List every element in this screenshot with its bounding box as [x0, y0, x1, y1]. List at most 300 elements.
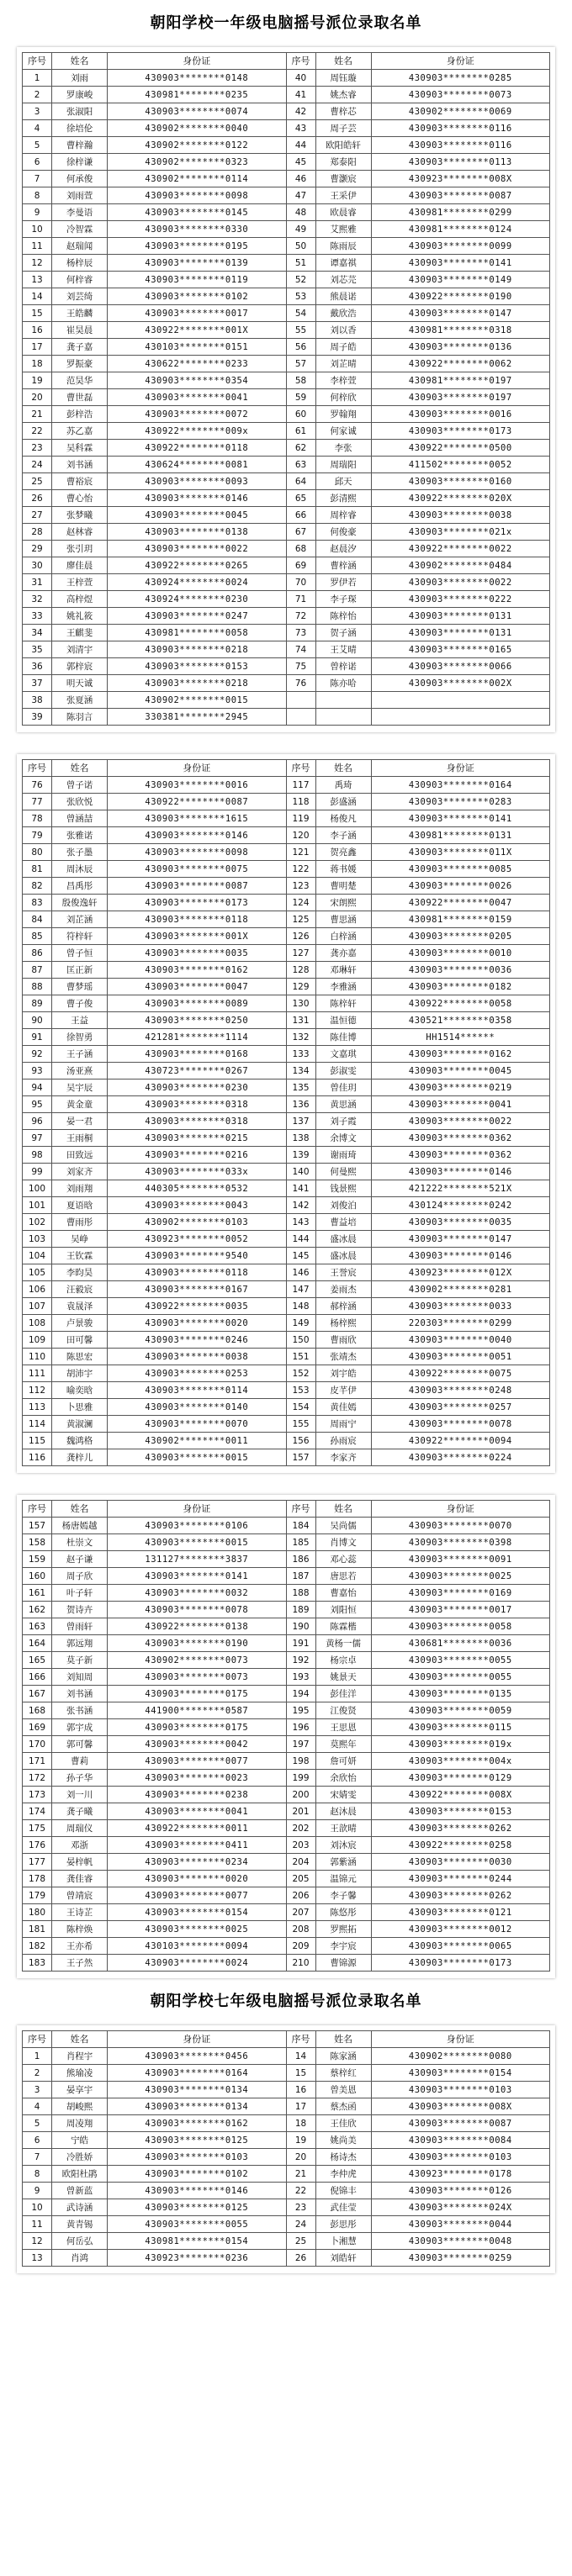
cell-id: 430903********0139 — [108, 255, 286, 272]
cell-no: 174 — [23, 1803, 52, 1820]
table-row — [23, 1029, 550, 1046]
cell-name: 刘芷涵 — [52, 911, 108, 928]
cell-no: 8 — [23, 187, 52, 204]
cell-no: 172 — [23, 1770, 52, 1787]
cell-no: 55 — [286, 322, 315, 339]
table-row — [23, 962, 550, 979]
cell-id: 430903********0041 — [108, 389, 286, 406]
cell-name: 刘雨萱 — [52, 187, 108, 204]
cell-name: 温锦元 — [315, 1871, 371, 1887]
table-row — [23, 2065, 550, 2082]
table-row — [23, 1854, 550, 1871]
cell-id: 430922********0118 — [108, 440, 286, 457]
cell-no: 135 — [286, 1079, 315, 1096]
cell-id: 430903********001X — [108, 928, 286, 945]
table-row — [23, 1349, 550, 1365]
table-row — [23, 1669, 550, 1686]
cell-name: 肖博文 — [315, 1534, 371, 1551]
cell-id: 430903********0118 — [108, 911, 286, 928]
cell-no: 137 — [286, 1113, 315, 1130]
cell-no: 67 — [286, 524, 315, 541]
cell-name: 吴尚儒 — [315, 1518, 371, 1534]
cell-name: 何岳弘 — [52, 2233, 108, 2250]
cell-name: 周瑞仪 — [52, 1820, 108, 1837]
cell-id: 430622********0233 — [108, 356, 286, 372]
table-row — [23, 1197, 550, 1214]
col-header-id: 身份证 — [108, 760, 286, 777]
cell-no: 94 — [23, 1079, 52, 1096]
cell-name: 邓浙 — [52, 1837, 108, 1854]
cell-id: 430903********0162 — [108, 2115, 286, 2132]
cell-id: 430903********0164 — [108, 2065, 286, 2082]
cell-name: 郝梓涵 — [315, 1298, 371, 1315]
cell-no: 78 — [23, 810, 52, 827]
grade7-card — [17, 2025, 555, 2273]
table-row — [23, 641, 550, 658]
cell-id: 430903********0016 — [108, 777, 286, 794]
cell-name: 昌禹彤 — [52, 878, 108, 895]
cell-no: 166 — [23, 1669, 52, 1686]
cell-id: 430903********0093 — [108, 473, 286, 490]
cell-id: 430903********0164 — [371, 777, 549, 794]
col-header-name: 姓名 — [315, 2031, 371, 2048]
cell-id: 430903********0077 — [108, 1753, 286, 1770]
cell-id: 430903********0025 — [108, 1921, 286, 1938]
table-row — [23, 1602, 550, 1618]
cell-id: 430902********0011 — [108, 1433, 286, 1449]
cell-no: 25 — [286, 2233, 315, 2250]
cell-id: 430923********0178 — [371, 2166, 549, 2183]
cell-name: 李曼语 — [52, 204, 108, 221]
cell-no: 42 — [286, 103, 315, 120]
cell-no: 1 — [23, 70, 52, 87]
cell-no: 88 — [23, 979, 52, 995]
cell-name: 李子琛 — [315, 591, 371, 608]
cell-id: 430903********0146 — [108, 2183, 286, 2199]
cell-id: 430903********0285 — [371, 70, 549, 87]
table-row — [23, 1449, 550, 1466]
cell-no: 26 — [286, 2250, 315, 2267]
cell-name: 胡沛宇 — [52, 1365, 108, 1382]
cell-name: 卜湘慧 — [315, 2233, 371, 2250]
cell-id: 430903********0195 — [108, 238, 286, 255]
cell-id: 430903********0035 — [371, 1214, 549, 1231]
table-row — [23, 440, 550, 457]
cell-no: 59 — [286, 389, 315, 406]
cell-no: 150 — [286, 1332, 315, 1349]
cell-id: 430903********0091 — [371, 1551, 549, 1568]
cell-no: 31 — [23, 574, 52, 591]
table-row — [23, 928, 550, 945]
cell-id: 430903********0074 — [108, 103, 286, 120]
cell-no: 91 — [23, 1029, 52, 1046]
cell-name: 何家诚 — [315, 423, 371, 440]
cell-name: 戴欣浩 — [315, 305, 371, 322]
cell-id: 430624********0081 — [108, 457, 286, 473]
cell-name: 胡峻熙 — [52, 2098, 108, 2115]
cell-id: 430922********0190 — [371, 288, 549, 305]
cell-no: 196 — [286, 1719, 315, 1736]
cell-id: 430903********0045 — [371, 1063, 549, 1079]
cell-name: 明天诚 — [52, 675, 108, 692]
cell-no: 36 — [23, 658, 52, 675]
cell-name: 欧晨睿 — [315, 204, 371, 221]
table-row — [23, 1938, 550, 1955]
cell-id: 430903********0205 — [371, 928, 549, 945]
cell-name: 曹梓芯 — [315, 103, 371, 120]
cell-name: 孙子华 — [52, 1770, 108, 1787]
cell-id: 430903********0173 — [371, 423, 549, 440]
cell-no: 98 — [23, 1147, 52, 1164]
table-row — [23, 557, 550, 574]
table-row — [23, 1820, 550, 1837]
cell-no: 5 — [23, 2115, 52, 2132]
cell-name: 姜雨杰 — [315, 1281, 371, 1298]
cell-id: 430903********0103 — [108, 2149, 286, 2166]
cell-name: 曹思涵 — [315, 911, 371, 928]
cell-no: 147 — [286, 1281, 315, 1298]
cell-id: 430903********0118 — [108, 1264, 286, 1281]
cell-id: 430903********0041 — [371, 1096, 549, 1113]
cell-name: 喻奕晗 — [52, 1382, 108, 1399]
table-row — [23, 1147, 550, 1164]
table-row — [23, 238, 550, 255]
cell-id: 430903********0250 — [108, 1012, 286, 1029]
cell-name: 詹可妍 — [315, 1753, 371, 1770]
cell-id: 430922********0011 — [108, 1820, 286, 1837]
cell-no: 144 — [286, 1231, 315, 1248]
cell-name: 贺子涵 — [315, 625, 371, 641]
table-row — [23, 1534, 550, 1551]
cell-id: 430903********0154 — [371, 2065, 549, 2082]
cell-name: 李昀昊 — [52, 1264, 108, 1281]
table-row — [23, 70, 550, 87]
cell-id: 430922********0035 — [108, 1298, 286, 1315]
cell-name: 刘知周 — [52, 1669, 108, 1686]
cell-no: 25 — [23, 473, 52, 490]
cell-no: 111 — [23, 1365, 52, 1382]
cell-id: 430923********0236 — [108, 2250, 286, 2267]
cell-name: 龚亦嘉 — [315, 945, 371, 962]
cell-no: 112 — [23, 1382, 52, 1399]
cell-no: 63 — [286, 457, 315, 473]
cell-id: 430903********0114 — [108, 1382, 286, 1399]
cell-name: 刘皓轩 — [315, 2250, 371, 2267]
cell-no: 73 — [286, 625, 315, 641]
cell-no: 54 — [286, 305, 315, 322]
cell-id: 430922********008X — [371, 1787, 549, 1803]
table-row — [23, 255, 550, 272]
cell-no: 130 — [286, 995, 315, 1012]
cell-no: 3 — [23, 103, 52, 120]
cell-id: 430903********1615 — [108, 810, 286, 827]
cell-no: 158 — [23, 1534, 52, 1551]
cell-id: 430903********0283 — [371, 794, 549, 810]
cell-name: 何梓睿 — [52, 272, 108, 288]
cell-name: 崔昊晨 — [52, 322, 108, 339]
table-row — [23, 675, 550, 692]
grade1-card — [17, 1495, 555, 1978]
cell-name: 何俊豪 — [315, 524, 371, 541]
cell-name: 杨宗卓 — [315, 1652, 371, 1669]
cell-name: 李梓萱 — [315, 372, 371, 389]
cell-id: 430903********0318 — [108, 1096, 286, 1113]
cell-id: 430923********008X — [371, 171, 549, 187]
cell-id: 430903********0033 — [371, 1298, 549, 1315]
cell-name: 吴峥 — [52, 1231, 108, 1248]
table-row — [23, 187, 550, 204]
cell-id: 430903********024X — [371, 2199, 549, 2216]
table-row — [23, 1753, 550, 1770]
col-header-id: 身份证 — [371, 2031, 549, 2048]
table-row — [23, 2216, 550, 2233]
table-row — [23, 1079, 550, 1096]
cell-id: 430903********0012 — [371, 1921, 549, 1938]
cell-no: 18 — [286, 2115, 315, 2132]
cell-name: 莫子新 — [52, 1652, 108, 1669]
cell-no: 95 — [23, 1096, 52, 1113]
cell-name: 王歆晴 — [315, 1820, 371, 1837]
cell-id: 430903********0073 — [371, 87, 549, 103]
cell-name: 张夏涵 — [52, 692, 108, 709]
cell-id: 430903********0145 — [108, 204, 286, 221]
cell-id: 421281********1114 — [108, 1029, 286, 1046]
table-row — [23, 87, 550, 103]
table-row — [23, 878, 550, 895]
grade7-table — [22, 2030, 550, 2267]
cell-name: 曾佳玥 — [315, 1079, 371, 1096]
cell-name: 廖佳晨 — [52, 557, 108, 574]
cell-id: 430903********0146 — [108, 490, 286, 507]
cell-no: 13 — [23, 272, 52, 288]
cell-no: 129 — [286, 979, 315, 995]
cell-name: 刘子霞 — [315, 1113, 371, 1130]
cell-name: 熊瑜凌 — [52, 2065, 108, 2082]
cell-name: 曹子俊 — [52, 995, 108, 1012]
table-row — [23, 1551, 550, 1568]
table-row — [23, 1248, 550, 1264]
cell-name: 周梓睿 — [315, 507, 371, 524]
cell-id: 430903********0059 — [371, 1702, 549, 1719]
cell-no: 203 — [286, 1837, 315, 1854]
cell-no: 22 — [23, 423, 52, 440]
cell-no: 132 — [286, 1029, 315, 1046]
cell-name: 杨梓辰 — [52, 255, 108, 272]
cell-id: 430981********0154 — [108, 2233, 286, 2250]
cell-name: 谢雨琦 — [315, 1147, 371, 1164]
table-row — [23, 120, 550, 137]
table-row — [23, 574, 550, 591]
cell-name: 曾涵喆 — [52, 810, 108, 827]
table-row — [23, 709, 550, 726]
cell-no: 124 — [286, 895, 315, 911]
cell-name: 王麒斐 — [52, 625, 108, 641]
cell-id: 430903********0051 — [371, 1349, 549, 1365]
cell-name: 何曼熙 — [315, 1164, 371, 1180]
cell-id: 430903********0087 — [371, 187, 549, 204]
cell-no: 35 — [23, 641, 52, 658]
cell-id: 430903********0010 — [371, 945, 549, 962]
cell-no — [286, 709, 315, 726]
cell-id: 430903********0077 — [108, 1887, 286, 1904]
table-row — [23, 339, 550, 356]
cell-id: 430902********0484 — [371, 557, 549, 574]
cell-name: 陈梓焕 — [52, 1921, 108, 1938]
cell-id: 430903********0022 — [371, 574, 549, 591]
cell-id: 430681********0036 — [371, 1635, 549, 1652]
cell-name: 刘书涵 — [52, 457, 108, 473]
cell-id: 441900********0587 — [108, 1702, 286, 1719]
cell-name: 黄青锡 — [52, 2216, 108, 2233]
cell-no: 18 — [23, 356, 52, 372]
cell-name: 范昊华 — [52, 372, 108, 389]
cell-no: 85 — [23, 928, 52, 945]
cell-no: 155 — [286, 1416, 315, 1433]
cell-no: 157 — [286, 1449, 315, 1466]
cell-id: 220303********0299 — [371, 1315, 549, 1332]
cell-name: 汪毅宸 — [52, 1281, 108, 1298]
cell-name: 高梓煜 — [52, 591, 108, 608]
table-row — [23, 305, 550, 322]
cell-name: 陈梓怡 — [315, 608, 371, 625]
cell-name: 刘宇皓 — [315, 1365, 371, 1382]
cell-name: 张书涵 — [52, 1702, 108, 1719]
cell-no: 97 — [23, 1130, 52, 1147]
cell-no: 11 — [23, 238, 52, 255]
cell-name: 姚杰睿 — [315, 87, 371, 103]
cell-id: 430903********0398 — [371, 1534, 549, 1551]
table-row — [23, 204, 550, 221]
table-row — [23, 389, 550, 406]
cell-id: 430903********0234 — [108, 1854, 286, 1871]
cell-no: 71 — [286, 591, 315, 608]
cell-id: 430903********0244 — [371, 1871, 549, 1887]
col-header-id: 身份证 — [108, 53, 286, 70]
cell-id: HH1514****** — [371, 1029, 549, 1046]
cell-id: 430903********0087 — [371, 2115, 549, 2132]
table-row — [23, 1113, 550, 1130]
cell-id: 430903********0362 — [371, 1147, 549, 1164]
cell-id: 430903********0218 — [108, 641, 286, 658]
table-row — [23, 1904, 550, 1921]
cell-no: 83 — [23, 895, 52, 911]
cell-id: 430903********0247 — [108, 608, 286, 625]
cell-name: 黄金童 — [52, 1096, 108, 1113]
cell-name: 卢景骏 — [52, 1315, 108, 1332]
cell-name: 盛冰晨 — [315, 1248, 371, 1264]
cell-no: 143 — [286, 1214, 315, 1231]
cell-name: 蒋书媛 — [315, 861, 371, 878]
cell-name: 李张 — [315, 440, 371, 457]
cell-no: 117 — [286, 777, 315, 794]
cell-name: 曾子诺 — [52, 777, 108, 794]
cell-id: 430902********0281 — [371, 1281, 549, 1298]
cell-id: 430903********0078 — [371, 1416, 549, 1433]
cell-no: 101 — [23, 1197, 52, 1214]
cell-no: 82 — [23, 878, 52, 895]
cell-id: 430903********0020 — [108, 1871, 286, 1887]
cell-id: 430903********0026 — [371, 878, 549, 895]
cell-name: 陈梓轩 — [315, 995, 371, 1012]
cell-no: 148 — [286, 1298, 315, 1315]
table-row — [23, 591, 550, 608]
cell-id: 430981********0235 — [108, 87, 286, 103]
cell-name: 陈霖楷 — [315, 1618, 371, 1635]
table-row — [23, 2098, 550, 2115]
cell-id: 430124********0242 — [371, 1197, 549, 1214]
col-header-name: 姓名 — [52, 53, 108, 70]
cell-no: 159 — [23, 1551, 52, 1568]
table-row — [23, 507, 550, 524]
cell-name: 彭梓浩 — [52, 406, 108, 423]
cell-id: 430903********0262 — [371, 1820, 549, 1837]
cell-id: 430903********0017 — [371, 1602, 549, 1618]
cell-name: 殷俊逸轩 — [52, 895, 108, 911]
cell-name: 晏享宇 — [52, 2082, 108, 2098]
cell-no: 2 — [23, 87, 52, 103]
cell-no: 80 — [23, 844, 52, 861]
cell-name: 龚子嘉 — [52, 339, 108, 356]
cell-no: 74 — [286, 641, 315, 658]
cell-no: 86 — [23, 945, 52, 962]
cell-no: 14 — [286, 2048, 315, 2065]
cell-name: 孙雨宸 — [315, 1433, 371, 1449]
table-row — [23, 541, 550, 557]
table-row — [23, 1416, 550, 1433]
cell-id: 430903********0219 — [371, 1079, 549, 1096]
cell-id: 430922********0062 — [371, 356, 549, 372]
cell-no: 41 — [286, 87, 315, 103]
cell-name: 曹益培 — [315, 1214, 371, 1231]
cell-no: 139 — [286, 1147, 315, 1164]
cell-name: 龚佳睿 — [52, 1871, 108, 1887]
cell-id: 430903********0253 — [108, 1365, 286, 1382]
cell-no: 106 — [23, 1281, 52, 1298]
cell-name: 宋朗熙 — [315, 895, 371, 911]
cell-no: 180 — [23, 1904, 52, 1921]
cell-name: 禹琦 — [315, 777, 371, 794]
cell-name: 符梓轩 — [52, 928, 108, 945]
cell-no: 12 — [23, 255, 52, 272]
cell-no: 102 — [23, 1214, 52, 1231]
cell-name: 罗振豪 — [52, 356, 108, 372]
cell-no: 76 — [286, 675, 315, 692]
cell-name: 曹雨彤 — [52, 1214, 108, 1231]
cell-name: 晏一君 — [52, 1113, 108, 1130]
cell-no: 160 — [23, 1568, 52, 1585]
cell-name: 文嘉琪 — [315, 1046, 371, 1063]
cell-no: 191 — [286, 1635, 315, 1652]
cell-id: 430903********0125 — [108, 2132, 286, 2149]
cell-id: 430903********0246 — [108, 1332, 286, 1349]
cell-id: 430922********0265 — [108, 557, 286, 574]
cell-name: 武佳莹 — [315, 2199, 371, 2216]
cell-id: 430903********0073 — [108, 1669, 286, 1686]
table-row — [23, 1164, 550, 1180]
cell-id: 430903********0135 — [371, 1686, 549, 1702]
cell-no: 114 — [23, 1416, 52, 1433]
cell-name: 李仲虎 — [315, 2166, 371, 2183]
cell-id: 430903********0175 — [108, 1719, 286, 1736]
cell-name: 杨诗杰 — [315, 2149, 371, 2166]
table-row — [23, 1130, 550, 1147]
cell-no: 3 — [23, 2082, 52, 2098]
cell-name: 皮芊伊 — [315, 1382, 371, 1399]
cell-no: 167 — [23, 1686, 52, 1702]
cell-name: 李家齐 — [315, 1449, 371, 1466]
cell-id: 430903********0140 — [108, 1399, 286, 1416]
cell-no: 154 — [286, 1399, 315, 1416]
